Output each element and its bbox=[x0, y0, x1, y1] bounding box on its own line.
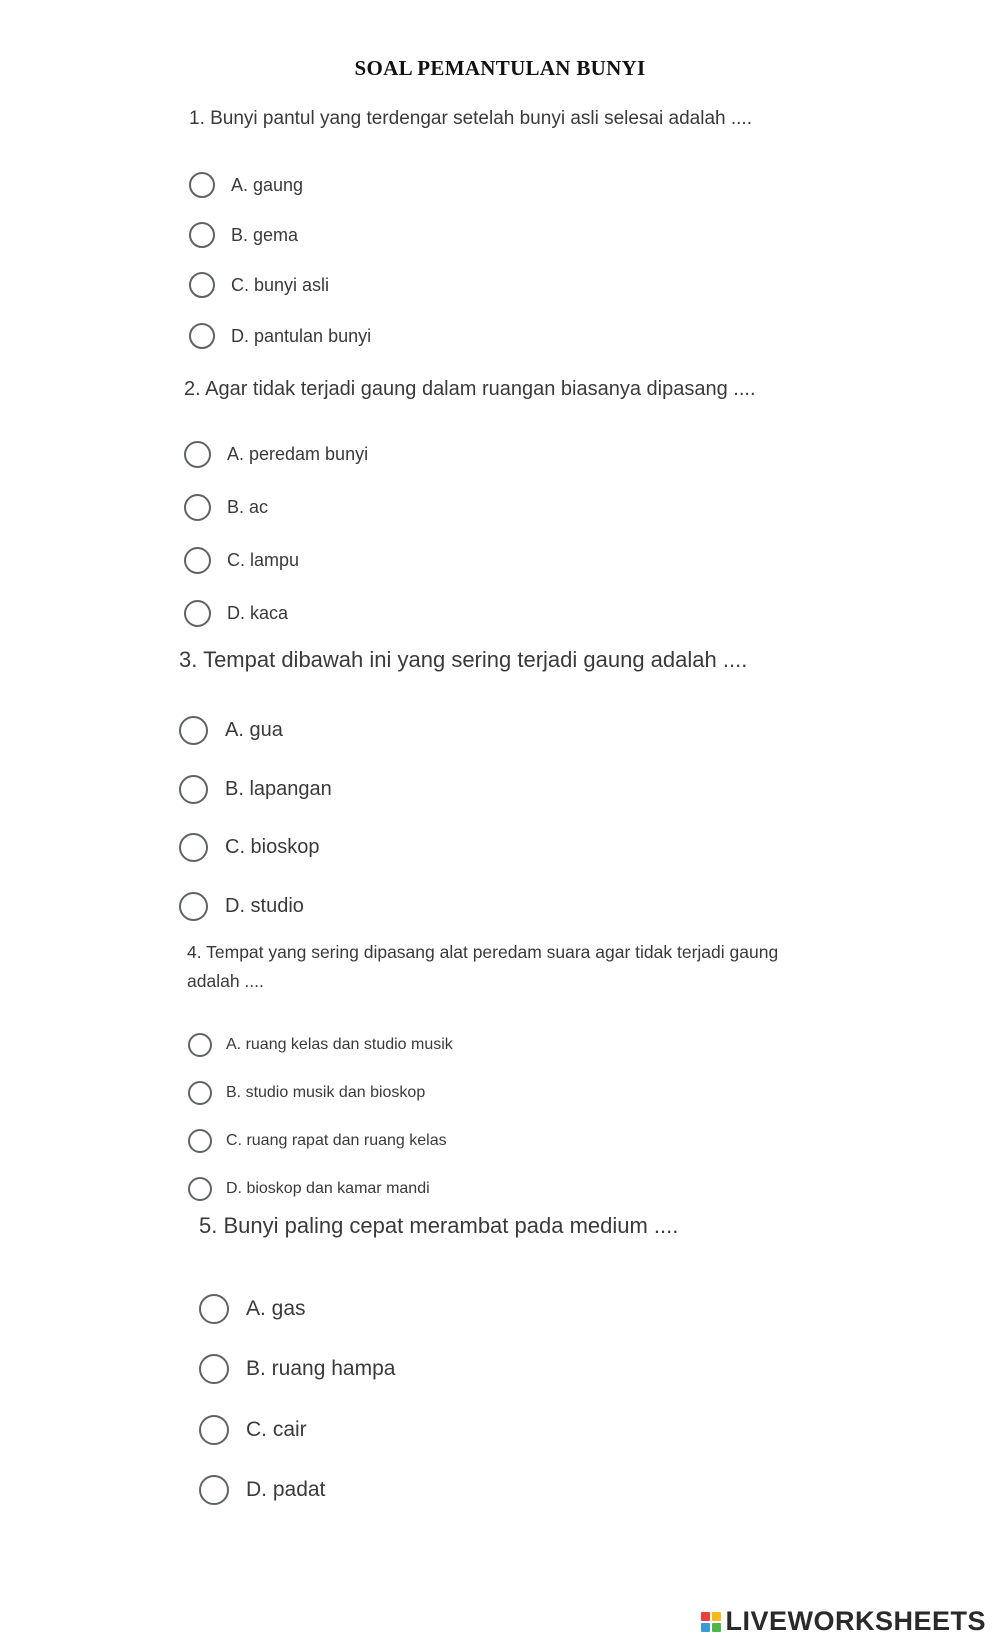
logo-square bbox=[712, 1623, 721, 1632]
question-5-option-a[interactable] bbox=[199, 1294, 306, 1324]
option-label: A. peredam bunyi bbox=[227, 444, 369, 464]
option-label: D. bioskop dan kamar mandi bbox=[226, 1180, 430, 1197]
radio-button-icon[interactable] bbox=[199, 1294, 229, 1324]
page-title: SOAL PEMANTULAN BUNYI bbox=[354, 56, 646, 80]
option-label: B. lapangan bbox=[225, 778, 332, 800]
question-4-option-b[interactable] bbox=[188, 1081, 425, 1105]
question-4-option-a[interactable] bbox=[188, 1033, 453, 1057]
radio-button-icon[interactable] bbox=[188, 1033, 212, 1057]
question-3-option-c[interactable] bbox=[179, 833, 320, 862]
question-1-option-d[interactable] bbox=[189, 323, 371, 349]
option-label: A. ruang kelas dan studio musik bbox=[226, 1036, 453, 1053]
question-4-option-c[interactable] bbox=[188, 1129, 447, 1153]
option-label: D. pantulan bunyi bbox=[231, 325, 372, 346]
radio-button-icon[interactable] bbox=[188, 1081, 212, 1105]
radio-button-icon[interactable] bbox=[188, 1129, 212, 1153]
option-label: B. ruang hampa bbox=[246, 1357, 396, 1380]
option-label: D. padat bbox=[246, 1478, 326, 1501]
radio-button-icon[interactable] bbox=[179, 716, 208, 745]
option-label: C. bioskop bbox=[225, 836, 320, 858]
option-label: D. kaca bbox=[227, 603, 289, 623]
radio-button-icon[interactable] bbox=[199, 1354, 229, 1384]
radio-button-icon[interactable] bbox=[179, 833, 208, 862]
question-2-text: 2. Agar tidak terjadi gaung dalam ruangan biasanya dipasang .... bbox=[184, 378, 756, 400]
question-2-option-b[interactable] bbox=[184, 494, 268, 521]
option-label: A. gua bbox=[225, 719, 283, 741]
question-2-option-d[interactable] bbox=[184, 600, 288, 627]
radio-button-icon[interactable] bbox=[189, 222, 215, 248]
option-label: A. gaung bbox=[231, 174, 304, 195]
logo-square bbox=[701, 1623, 710, 1632]
liveworksheets-logo-icon bbox=[701, 1612, 721, 1632]
radio-button-icon[interactable] bbox=[189, 323, 215, 349]
radio-button-icon[interactable] bbox=[189, 172, 215, 198]
option-label: B. ac bbox=[227, 497, 269, 517]
question-5-option-d[interactable] bbox=[199, 1475, 325, 1505]
option-label: C. lampu bbox=[227, 550, 300, 570]
question-5-option-b[interactable] bbox=[199, 1354, 395, 1384]
option-label: B. studio musik dan bioskop bbox=[226, 1084, 426, 1101]
option-label: A. gas bbox=[246, 1297, 306, 1320]
option-label: C. ruang rapat dan ruang kelas bbox=[226, 1132, 447, 1149]
radio-button-icon[interactable] bbox=[189, 272, 215, 298]
question-3-option-d[interactable] bbox=[179, 892, 304, 921]
question-5-option-c[interactable] bbox=[199, 1415, 307, 1445]
question-4-option-d[interactable] bbox=[188, 1177, 430, 1201]
question-2-option-c[interactable] bbox=[184, 547, 299, 574]
liveworksheets-watermark bbox=[701, 1606, 986, 1637]
radio-button-icon[interactable] bbox=[199, 1475, 229, 1505]
question-4-text: 4. Tempat yang sering dipasang alat peredam suara agar tidak terjadi gaung adalah .... bbox=[187, 942, 779, 991]
question-1-option-c[interactable] bbox=[189, 272, 329, 298]
radio-button-icon[interactable] bbox=[184, 600, 211, 627]
question-3-text: 3. Tempat dibawah ini yang sering terjadi gaung adalah .... bbox=[179, 647, 748, 672]
option-label: B. gema bbox=[231, 224, 299, 245]
radio-button-icon[interactable] bbox=[184, 494, 211, 521]
question-1-option-a[interactable] bbox=[189, 172, 303, 198]
radio-button-icon[interactable] bbox=[184, 441, 211, 468]
option-label: D. studio bbox=[225, 895, 304, 917]
logo-square bbox=[701, 1612, 710, 1621]
watermark-text: LIVEWORKSHEETS bbox=[725, 1606, 986, 1636]
radio-button-icon[interactable] bbox=[179, 775, 208, 804]
question-3-option-b[interactable] bbox=[179, 775, 332, 804]
question-2-option-a[interactable] bbox=[184, 441, 368, 468]
logo-square bbox=[712, 1612, 721, 1621]
question-1-text: 1. Bunyi pantul yang terdengar setelah bunyi asli selesai adalah .... bbox=[189, 108, 752, 129]
radio-button-icon[interactable] bbox=[199, 1415, 229, 1445]
option-label: C. cair bbox=[246, 1418, 307, 1441]
question-3-option-a[interactable] bbox=[179, 716, 283, 745]
option-label: C. bunyi asli bbox=[231, 274, 330, 295]
radio-button-icon[interactable] bbox=[188, 1177, 212, 1201]
radio-button-icon[interactable] bbox=[179, 892, 208, 921]
question-1-option-b[interactable] bbox=[189, 222, 298, 248]
radio-button-icon[interactable] bbox=[184, 547, 211, 574]
question-5-text: 5. Bunyi paling cepat merambat pada medium .... bbox=[199, 1213, 679, 1238]
